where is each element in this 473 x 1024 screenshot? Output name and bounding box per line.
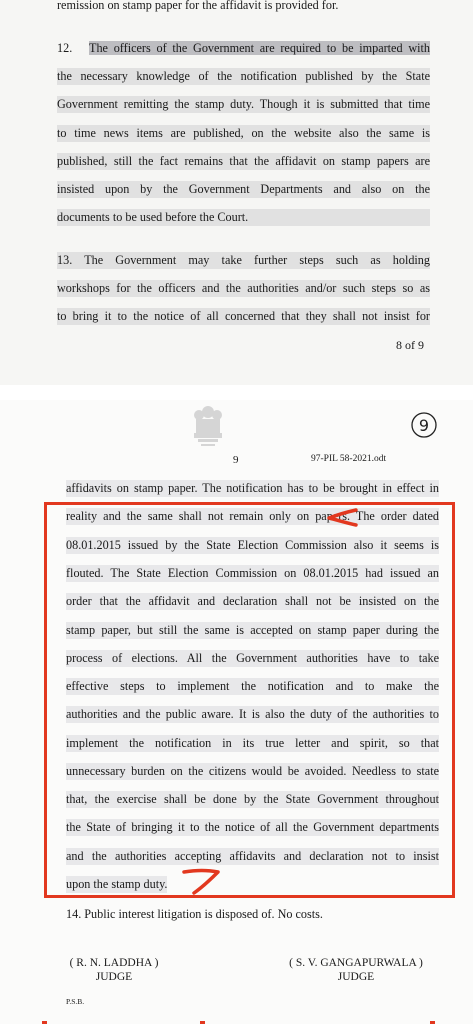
page1-line-3: the necessary knowledge of the notification published by the State (57, 69, 430, 83)
para-12-first-line (89, 40, 430, 57)
para-13-line-3: to bring it to the notice of all concerned that they shall not insist for (57, 309, 430, 323)
page2-line-6: stamp paper, but still the same is accepted on stamp paper during the (66, 623, 439, 637)
para-12-number: 12. (57, 41, 73, 55)
page2-line-5: order that the affidavit and declaration shall not be insisted on the (66, 594, 439, 608)
handwritten-page-mark (409, 410, 439, 440)
page2-line-15: upon the stamp duty. (66, 877, 168, 891)
para-14: 14. Public interest litigation is disposed of. No costs. (66, 907, 323, 921)
page2-line-11: unnecessary burden on the citizens would be avoided. Needless to state (66, 764, 439, 778)
red-hook-mark-icon (180, 866, 222, 896)
page2-line-8: effective steps to implement the notification and to make the (66, 679, 439, 693)
initials: P.S.B. (66, 997, 85, 1006)
page1-line-1: remission on stamp paper for the affidavit is provided for. (57, 0, 339, 12)
para-12-first-line-text: The officers of the Government are required to be imparted with (89, 41, 430, 55)
state-emblem-icon (188, 404, 228, 448)
page1-line-6: published, still the fact remains that the affidavit on stamp papers are (57, 154, 430, 168)
page2-line-7: process of elections. All the Government authorities have to take (66, 651, 439, 665)
page2-line-2: reality and the same shall not remain only on papers. The order dated (66, 509, 439, 523)
page-number: 9 (233, 454, 239, 466)
page2-line-13: the State of bringing it to the notice of all the Government departments (66, 820, 439, 834)
page2-line-9: authorities and the public aware. It is also the duty of the authorities to (66, 707, 439, 721)
page-count: 8 of 9 (396, 338, 424, 352)
judge-right-name: ( S. V. GANGAPURWALA ) (289, 957, 423, 969)
page2-line-12: that, the exercise shall be done by the State Government throughout (66, 792, 439, 806)
page1-line-7: insisted upon by the Government Departments and also on the (57, 182, 430, 196)
red-annotation-box (44, 502, 455, 898)
page2-line-3: 08.01.2015 issued by the State Election Commission also it seems is (66, 538, 439, 552)
page2-line-10: implement the notification in its true letter and spirit, so that (66, 736, 439, 750)
page2-line-4: flouted. The State Election Commission on 08.01.2015 had issued an (66, 566, 439, 580)
red-arrow-mark-icon (325, 506, 359, 528)
page2-line-14: and the authorities accepting affidavits and declaration not to insist (66, 849, 439, 863)
para-13-line-1: 13. The Government may take further steps such as holding (57, 253, 430, 267)
judge-left-name: ( R. N. LADDHA ) (69, 957, 159, 969)
judge-left-title: JUDGE (95, 971, 133, 983)
file-reference: 97-PIL 58-2021.odt (311, 454, 387, 464)
handwritten-mark-text: 9 (418, 416, 430, 435)
page-gap (0, 385, 473, 400)
page1-line-4: Government remitting the stamp duty. Though it is submitted that time (57, 97, 430, 111)
page2-line-1: affidavits on stamp paper. The notification has to be brought in effect in (66, 481, 439, 495)
para-13-line-2: workshops for the officers and the authorities and/or such steps so as (57, 281, 430, 295)
judge-right-title: JUDGE (337, 971, 375, 983)
page1-line-5: to time news items are published, on the website also the same is (57, 126, 430, 140)
page1-line-8: documents to be used before the Court. (57, 209, 430, 226)
